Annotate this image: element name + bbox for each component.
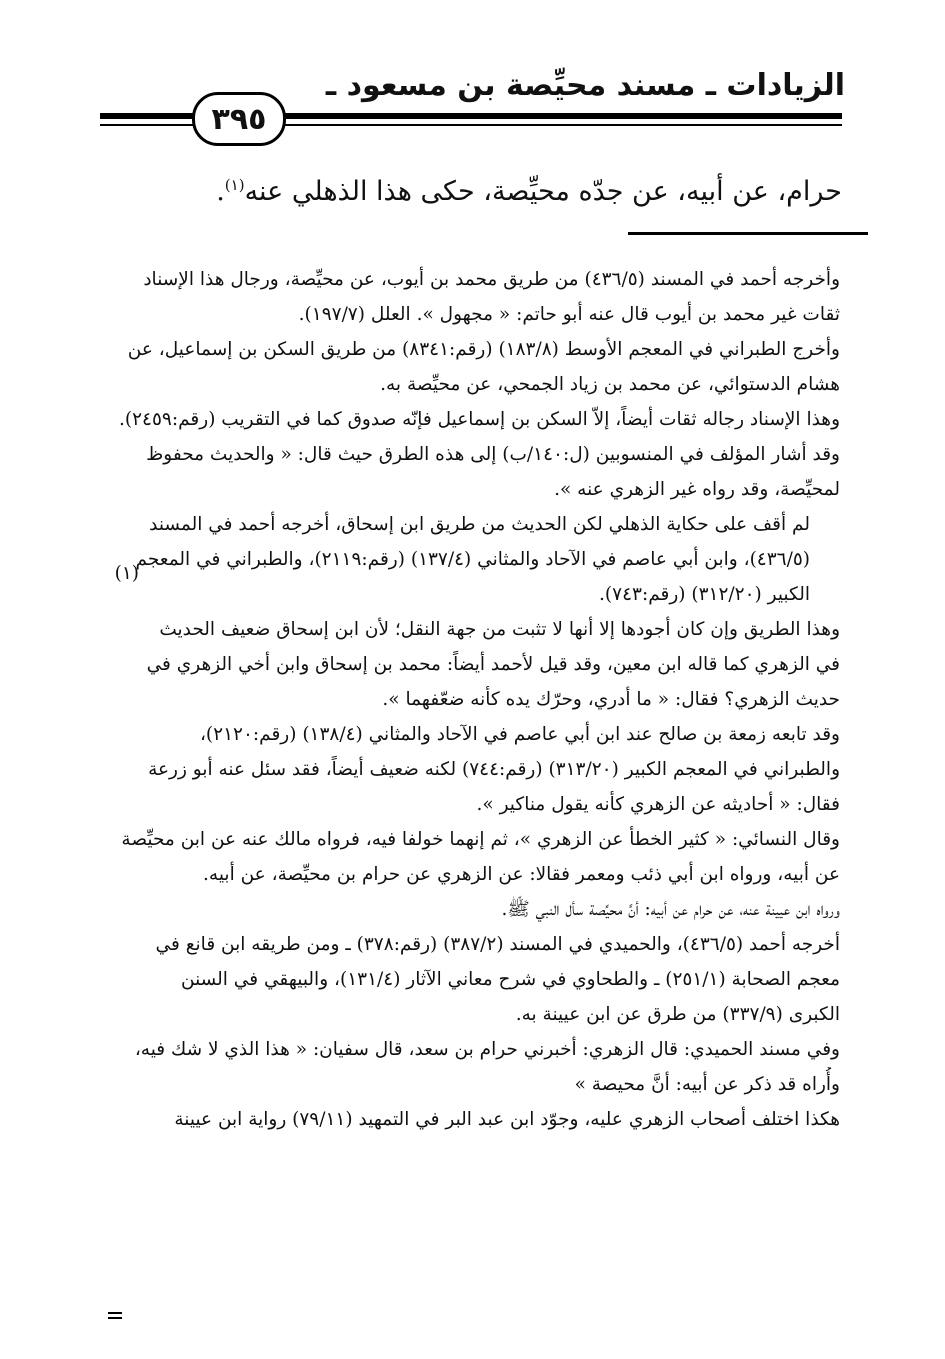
page-end-mark [108,1312,122,1319]
main-text [100,160,842,217]
note-line: وأخرج الطبراني في المعجم الأوسط (١٨٣/٨) (رقم:٨٣٤١) من طريق السكن بن إسماعيل، عن [127,339,840,360]
footnote-line: الكبير (٣١٢/٢٠) (رقم:٧٤٣). [599,584,810,605]
footnote-line: في الزهري كما قاله ابن معين، وقد قيل لأحمد أيضاً: محمد بن إسحاق وابن أخي الزهري في [146,654,840,675]
footnote-line: (٤٣٦/٥)، وابن أبي عاصم في الآحاد والمثاني (١٣٧/٤) (رقم:٢١١٩)، والطبراني في المعجم [135,549,810,570]
footnote-line: الكبرى (٣٣٧/٩) من طرق عن ابن عيينة به. [515,1004,840,1025]
note-line: ثقات غير محمد بن أيوب قال عنه أبو حاتم: « مجهول ». العلل (١٩٧/٧). [298,304,840,325]
footnote-line: لم أقف على حكاية الذهلي لكن الحديث من طريق ابن إسحاق، أخرجه أحمد في المسند [149,514,810,535]
footnote-line: هكذا اختلف أصحاب الزهري عليه، وجوّد ابن عبد البر في التمهيد (٧٩/١١) رواية ابن عيينة [174,1109,840,1130]
main-text-end: . [216,176,225,207]
footnote-line: وفي مسند الحميدي: قال الزهري: أخبرني حرام بن سعد، قال سفيان: « هذا الذي لا شك فيه، [134,1039,840,1060]
footnote-line: معجم الصحابة (٢٥١/١) ـ والطحاوي في شرح معاني الآثار (١٣١/٤)، والبيهقي في السنن [180,969,840,990]
page-number-badge: ٣٩٥ [192,92,286,146]
footnote-line: أخرجه أحمد (٤٣٦/٥)، والحميدي في المسند (٣٨٧/٢) (رقم:٣٧٨) ـ ومن طريقه ابن قانع في [155,934,840,955]
footnote-line: وهذا الطريق وإن كان أجودها إلا أنها لا تثبت من جهة النقل؛ لأن ابن إسحاق ضعيف الحديث [159,619,840,640]
footnote-line: وقد تابعه زمعة بن صالح عند ابن أبي عاصم في الآحاد والمثاني (١٣٨/٤) (رقم:٢١٢٠)، [199,724,840,745]
footnote-line: فقال: « أحاديثه عن الزهري كأنه يقول مناكير ». [476,794,840,815]
footnote-marker: (١) [114,563,139,584]
note-line: هشام الدستوائي، عن محمد بن زياد الجمحي، عن محيِّصة به. [380,374,840,395]
note-line: وهذا الإسناد رجاله ثقات أيضاً، إلاّ السكن بن إسماعيل فإنّه صدوق كما في التقريب (رقم:٢٤٥٩). [119,409,840,430]
footnote-line: وقال النسائي: « كثير الخطأ عن الزهري »، ثم إنهما خولفا فيه، فرواه مالك عنه عن ابن محيِّصة [121,829,840,850]
footnote-reference: (١) [224,176,245,194]
footnote-divider [628,232,868,235]
footnote-line: حديث الزهري؟ فقال: « ما أدري، وحرّك يده كأنه ضعّفهما ». [382,689,840,710]
footnote-line: وأُراه قد ذكر عن أبيه: أنَّ محيصة » [574,1074,840,1095]
running-header-title: الزيادات ـ مسند محيِّصة بن مسعود ـ [325,68,845,103]
main-text-body: حرام، عن أبيه، عن جدّه محيِّصة، حكى هذا الذهلي عنه [244,176,842,207]
footnotes [108,262,840,1137]
footnote-line: عن أبيه، ورواه ابن أبي ذئب ومعمر فقالا: عن الزهري عن حرام بن محيِّصة، عن أبيه. [203,864,840,885]
footnote-line: ورواه ابن عيينة عنه، عن حرام عن أبيه: أنَّ محيِّصة سأل النبي ﷺ. [501,899,840,920]
note-line: لمحيِّصة، وقد رواه غير الزهري عنه ». [554,479,840,500]
note-line: وأخرجه أحمد في المسند (٤٣٦/٥) من طريق محمد بن أيوب، عن محيِّصة، ورجال هذا الإسناد [143,269,840,290]
note-line: وقد أشار المؤلف في المنسوبين (ل:١٤٠/ب) إلى هذه الطرق حيث قال: « والحديث محفوظ [146,444,840,465]
footnote-line: والطبراني في المعجم الكبير (٣١٣/٢٠) (رقم:٧٤٤) لكنه ضعيف أيضاً، فقد سئل عنه أبو زرعة [148,759,840,780]
